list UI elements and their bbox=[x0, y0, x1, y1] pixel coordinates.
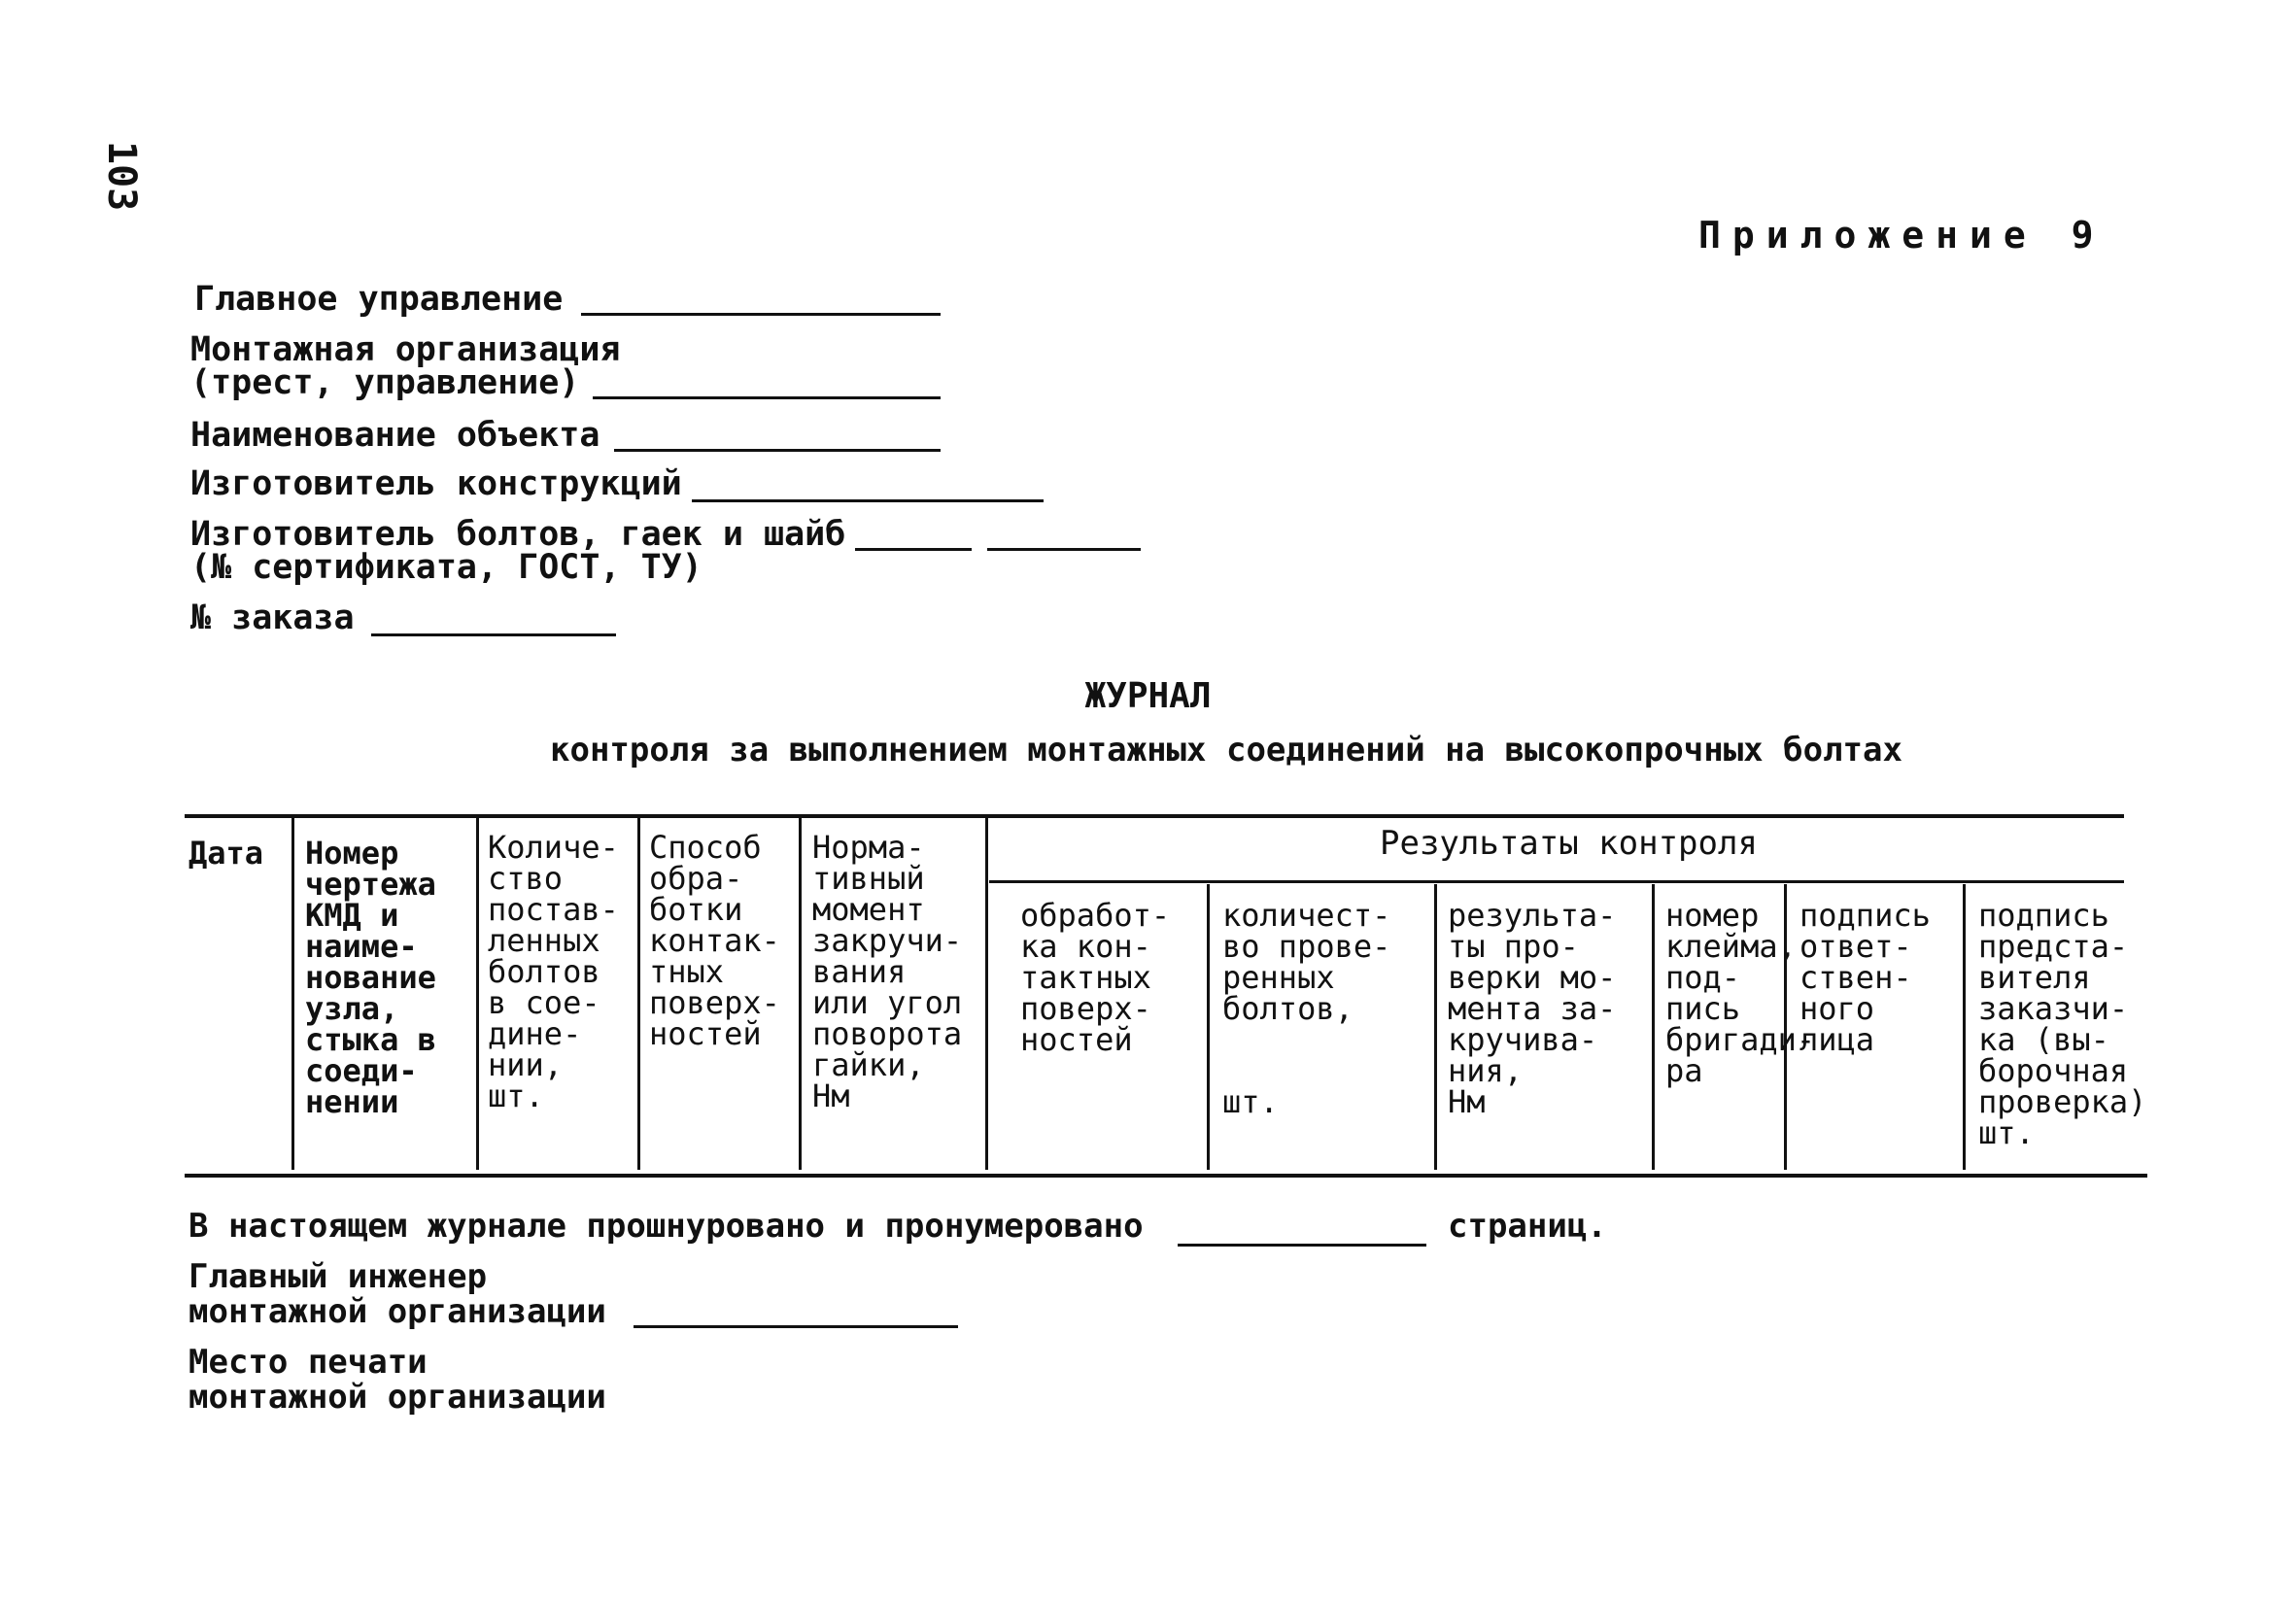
column-divider bbox=[1434, 884, 1437, 1170]
bolt-manufacturer-blank-1[interactable] bbox=[855, 548, 972, 551]
object-name-blank[interactable] bbox=[614, 449, 941, 452]
column-divider bbox=[291, 818, 294, 1170]
laced-pages-text: В настоящем журнале прошнуровано и пронумеровано bbox=[188, 1207, 1144, 1246]
column-divider bbox=[1652, 884, 1655, 1170]
chief-engineer-signature-blank[interactable] bbox=[634, 1325, 958, 1328]
chief-engineer-sublabel: монтажной организации bbox=[188, 1292, 606, 1331]
order-number-label: № заказа bbox=[190, 598, 355, 637]
column-divider bbox=[1207, 884, 1210, 1170]
page-number: 103 bbox=[99, 141, 144, 212]
subcolumn-checked-bolts: количест- во прове- ренных болтов, шт. bbox=[1222, 897, 1391, 1120]
column-divider bbox=[799, 818, 802, 1170]
structure-manufacturer-blank[interactable] bbox=[692, 499, 1044, 502]
group-header-control-results: Результаты контроля bbox=[1380, 824, 1758, 863]
object-name-label: Наименование объекта bbox=[190, 416, 600, 455]
column-header-date: Дата bbox=[188, 835, 264, 872]
main-directorate-blank[interactable] bbox=[581, 313, 941, 316]
subcolumn-customer-signature: подпись предста- вителя заказчи- ка (вы- борочная проверка) шт. bbox=[1978, 897, 2147, 1151]
column-divider bbox=[985, 818, 988, 1170]
column-divider bbox=[637, 818, 640, 1170]
subcolumn-surface-treatment: обработ- ка кон- тактных поверх- ностей bbox=[1020, 897, 1171, 1058]
stamp-place-label: Место печати bbox=[188, 1343, 428, 1382]
order-number-blank[interactable] bbox=[371, 633, 616, 636]
journal-title: ЖУРНАЛ bbox=[1084, 676, 1212, 716]
bolt-manufacturer-sublabel: (№ сертификата, ГОСТ, ТУ) bbox=[190, 548, 703, 587]
column-header-normative-torque: Норма- тивный момент закручи- вания или угол поворота гайки, Нм bbox=[812, 829, 963, 1114]
bolt-manufacturer-blank-2[interactable] bbox=[987, 548, 1141, 551]
page-count-blank[interactable] bbox=[1178, 1244, 1426, 1247]
subcolumn-foreman-stamp-signature: номер клейма, под- пись бригади- ра bbox=[1665, 897, 1816, 1089]
column-header-bolt-count: Количе- ство постав- ленных болтов в сое- дине- нии, шт. bbox=[488, 829, 619, 1114]
column-header-drawing-number: Номер чертежа КМД и наиме- нование узла, стыка в соеди- нении bbox=[305, 835, 436, 1120]
stamp-place-sublabel: монтажной организации bbox=[188, 1378, 606, 1417]
installation-org-sublabel: (трест, управление) bbox=[190, 363, 580, 402]
bolt-manufacturer-label: Изготовитель болтов, гаек и шайб bbox=[190, 515, 846, 554]
column-divider bbox=[1963, 884, 1966, 1170]
subcolumn-responsible-signature: подпись ответ- ствен- ного лица bbox=[1799, 897, 1931, 1058]
installation-org-blank[interactable] bbox=[593, 396, 941, 399]
column-header-surface-treatment-method: Способ обра- ботки контак- тных поверх- ностей bbox=[649, 829, 780, 1052]
main-directorate-label: Главное управление bbox=[194, 280, 564, 319]
journal-subtitle: контроля за выполнением монтажных соединений на высокопрочных болтах bbox=[550, 731, 1902, 769]
subcolumn-torque-check-results: результа- ты про- верки мо- мента за- кручива- ния, Нм bbox=[1448, 897, 1617, 1120]
table-bottom-rule bbox=[185, 1174, 2147, 1178]
pages-word: страниц. bbox=[1448, 1207, 1607, 1246]
chief-engineer-label: Главный инженер bbox=[188, 1257, 488, 1296]
column-divider bbox=[476, 818, 479, 1170]
appendix-label: Приложение 9 bbox=[1698, 214, 2106, 256]
installation-org-label: Монтажная организация bbox=[190, 330, 621, 369]
group-header-rule bbox=[989, 880, 2124, 883]
structure-manufacturer-label: Изготовитель конструкций bbox=[190, 464, 682, 503]
